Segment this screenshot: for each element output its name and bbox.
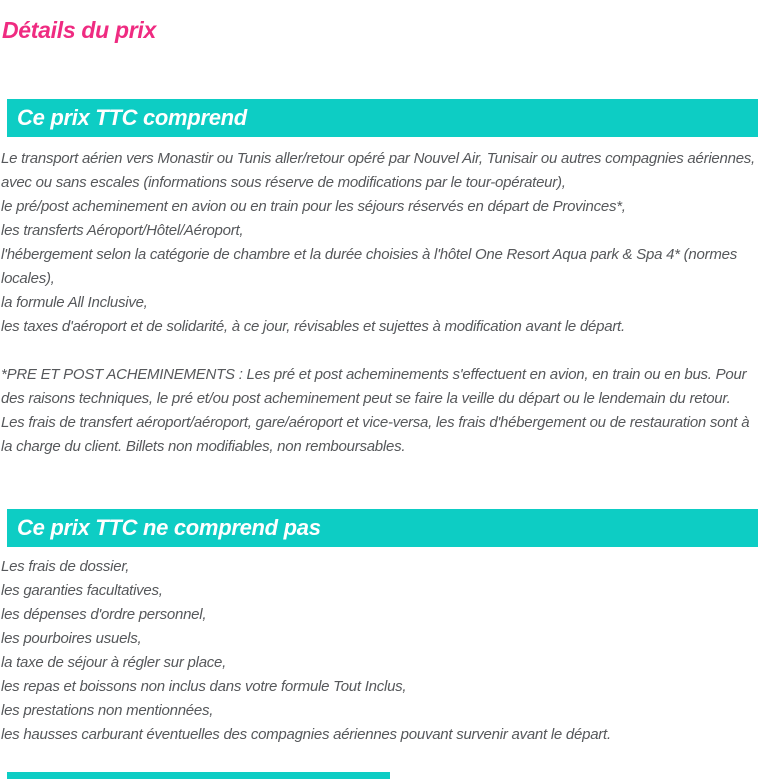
list-item: les prestations non mentionnées, xyxy=(1,702,214,719)
list-item: les taxes d'aéroport et de solidarité, à ce jour, révisables et sujettes à modification avant le départ. xyxy=(1,318,625,335)
list-item: les transferts Aéroport/Hôtel/Aéroport, xyxy=(1,222,244,239)
section-header-excluded-label: Ce prix TTC ne comprend pas xyxy=(17,515,321,540)
list-item: Le transport aérien vers Monastir ou Tunis aller/retour opéré par Nouvel Air, Tunisair ou autres compagnies aériennes, avec ou sans escales (informations sous réserve de modifications par le tour-opérateur), xyxy=(1,150,755,191)
list-item: les repas et boissons non inclus dans votre formule Tout Inclus, xyxy=(1,678,407,695)
next-section-banner-partial xyxy=(7,772,390,779)
section-header-included-label: Ce prix TTC comprend xyxy=(17,105,247,130)
list-item: Les frais de dossier, xyxy=(1,558,130,575)
included-items-list xyxy=(1,147,756,339)
list-item: les garanties facultatives, xyxy=(1,582,163,599)
list-item: les dépenses d'ordre personnel, xyxy=(1,606,207,623)
list-item: la taxe de séjour à régler sur place, xyxy=(1,654,227,671)
acheminements-note xyxy=(1,363,756,459)
section-header-included xyxy=(7,99,758,137)
list-item: les hausses carburant éventuelles des compagnies aériennes pouvant survenir avant le départ. xyxy=(1,726,611,743)
page-title: Détails du prix xyxy=(2,17,156,43)
list-item: les pourboires usuels, xyxy=(1,630,142,647)
section-header-excluded xyxy=(7,509,758,547)
excluded-items-list xyxy=(1,555,756,747)
list-item: le pré/post acheminement en avion ou en train pour les séjours réservés en départ de Provinces*, xyxy=(1,198,626,215)
list-item: la formule All Inclusive, xyxy=(1,294,148,311)
list-item: l'hébergement selon la catégorie de chambre et la durée choisies à l'hôtel One Resort Aqua park & Spa 4* (normes locales), xyxy=(1,246,737,287)
note-text: *PRE ET POST ACHEMINEMENTS : Les pré et post acheminements s'effectuent en avion, en train ou en bus. Pour des raisons techniques, le pré et/ou post acheminement peut se faire la veille du départ ou le lendemain du retour. Les frais de transfert aéroport/aéroport, gare/aéroport et vice-versa, les frais d'hébergement ou de restauration sont à la charge du client. Billets non modifiables, non remboursables. xyxy=(1,366,750,455)
